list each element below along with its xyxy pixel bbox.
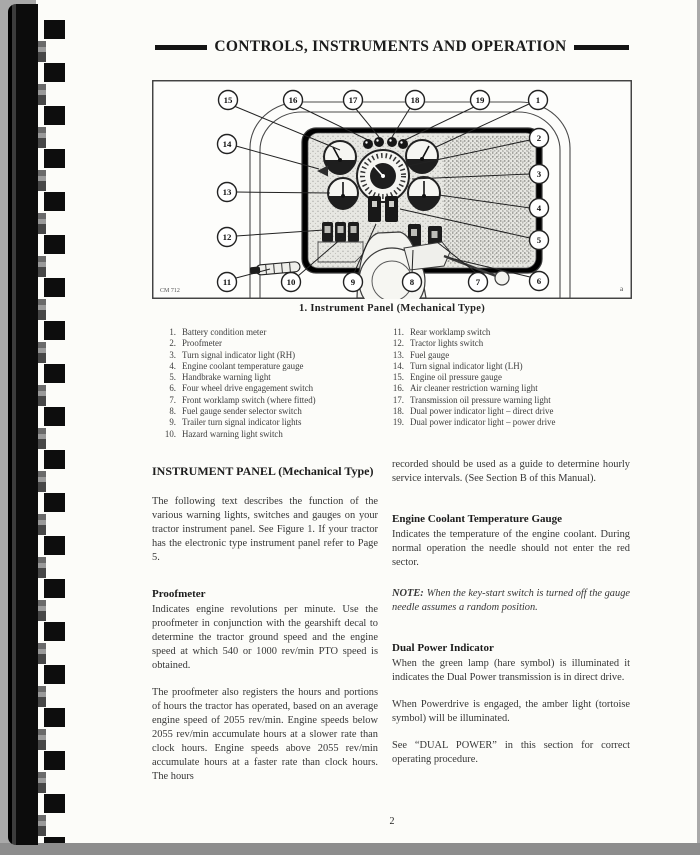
svg-text:10: 10 — [286, 277, 296, 287]
svg-text:16: 16 — [288, 95, 298, 105]
legend-item-number: 17. — [392, 394, 404, 405]
svg-text:19: 19 — [475, 95, 485, 105]
legend-item-label: Turn signal indicator light (RH) — [182, 349, 296, 360]
legend-item — [384, 372, 634, 383]
page-number: 2 — [389, 816, 395, 827]
fuel-gauge — [328, 178, 358, 210]
title-rule-left — [155, 45, 207, 50]
callout-10 — [282, 273, 301, 292]
callout-5 — [530, 231, 549, 250]
legend-item — [384, 406, 634, 417]
paragraph: When Powerdrive is engaged, the amber light (tortoise symbol) will be illuminated. — [392, 699, 630, 724]
legend-item-number: 16. — [392, 383, 404, 394]
legend-item-label: Air cleaner restriction warning light — [410, 383, 538, 394]
svg-text:4: 4 — [536, 203, 542, 213]
legend-item — [384, 327, 634, 338]
heading-proofmeter: Proofmeter — [152, 588, 206, 600]
svg-text:7: 7 — [475, 277, 481, 287]
legend-item-label: Trailer turn signal indicator lights — [182, 417, 302, 428]
legend-item-number: 15. — [392, 372, 404, 383]
legend-item-number: 6. — [169, 383, 176, 394]
legend-item-label: Turn signal indicator light (LH) — [410, 360, 523, 371]
callout-4 — [530, 199, 549, 218]
callout-9 — [344, 273, 363, 292]
legend-item-number: 14. — [392, 360, 404, 371]
legend-item-label: Battery condition meter — [182, 327, 267, 337]
callout-18 — [406, 91, 425, 110]
legend-item-label: Four wheel drive engagement switch — [182, 383, 314, 394]
coolant-temperature-gauge — [408, 177, 440, 211]
svg-text:8: 8 — [409, 277, 415, 287]
callout-13 — [218, 183, 237, 202]
legend-item — [384, 417, 634, 428]
svg-text:14: 14 — [222, 139, 232, 149]
svg-text:15: 15 — [223, 95, 233, 105]
comb-binding-outer-teeth — [44, 20, 65, 843]
legend-item — [156, 383, 382, 394]
legend-item-label: Front worklamp switch (where fitted) — [182, 394, 316, 405]
svg-text:11: 11 — [222, 277, 232, 287]
legend-item-label: Engine oil pressure gauge — [410, 372, 502, 383]
legend-item-number: 8. — [169, 406, 176, 417]
callout-15 — [219, 91, 238, 110]
instrument-panel-diagram — [152, 80, 632, 299]
legend-item — [384, 350, 634, 361]
legend-item-number: 7. — [169, 394, 176, 405]
legend-item-label: Handbrake warning light — [182, 372, 271, 383]
paragraph: Indicates the temperature of the engine coolant. During normal operation the needle should not enter the red sector. — [392, 529, 630, 568]
legend-item-number: 4. — [169, 360, 176, 371]
callout-2 — [530, 129, 549, 148]
legend-item-number: 18. — [392, 406, 404, 417]
svg-text:18: 18 — [410, 95, 420, 105]
legend-item — [384, 338, 634, 349]
title-rule-right — [574, 45, 629, 50]
body-column-right — [392, 458, 630, 780]
page-bottom-edge — [0, 843, 700, 855]
legend-column-left — [156, 327, 382, 440]
legend-item-label: Rear worklamp switch — [410, 327, 491, 337]
legend-item — [156, 327, 382, 338]
proofmeter-gauge — [357, 150, 409, 202]
callout-6 — [530, 272, 549, 291]
legend-item-label: Hazard warning light switch — [182, 428, 283, 439]
legend-column-right — [384, 327, 634, 429]
figure-photo-code: CM 712 — [160, 288, 180, 294]
legend-item-label: Tractor lights switch — [410, 338, 484, 349]
callout-11 — [218, 273, 237, 292]
legend-item-number: 11. — [393, 327, 404, 337]
svg-text:2: 2 — [536, 133, 542, 143]
heading-dual-power: Dual Power Indicator — [392, 642, 494, 654]
legend-item-label: Dual power indicator light – direct drive — [410, 406, 554, 417]
note-label: NOTE: — [392, 588, 424, 599]
legend-item-number: 5. — [169, 372, 176, 383]
heading-instrument-panel: INSTRUMENT PANEL (Mechanical Type) — [152, 464, 374, 478]
callout-16 — [284, 91, 303, 110]
svg-text:12: 12 — [222, 232, 232, 242]
legend-item-number: 10. — [164, 428, 176, 439]
battery-condition-meter — [406, 140, 438, 174]
legend-item-number: 12. — [392, 338, 404, 349]
figure-instrument-panel — [152, 80, 632, 299]
legend-item-label: Engine coolant temperature gauge — [182, 360, 304, 371]
manual-page — [36, 0, 697, 843]
svg-text:1: 1 — [535, 95, 541, 105]
legend-item-number: 1. — [169, 327, 176, 337]
legend-item-number: 13. — [392, 349, 404, 360]
callout-19 — [471, 91, 490, 110]
legend-item-label: Transmission oil pressure warning light — [410, 394, 551, 405]
svg-text:6: 6 — [536, 276, 542, 286]
legend-item — [384, 383, 634, 394]
legend-item — [384, 395, 634, 406]
legend-item — [156, 361, 382, 372]
svg-text:13: 13 — [222, 187, 232, 197]
body-column-left — [152, 464, 378, 797]
callout-17 — [344, 91, 363, 110]
legend-item-label: Fuel gauge sender selector switch — [182, 406, 302, 417]
figure-caption: 1. Instrument Panel (Mechanical Type) — [299, 303, 485, 314]
paragraph: The proofmeter also registers the hours and portions of hours the tractor has operated, based on an average engine speed of 2055 rev/min. Engine speeds below 2055 rev/min accumulate hours at a slower rate than clock hours. Engine speeds above 2055 rev/min accumulate hours at a faster rate than clock hours. The hours — [152, 687, 378, 782]
legend-item-number: 3. — [169, 349, 176, 360]
paragraph: See “DUAL POWER” in this section for correct operating procedure. — [392, 740, 630, 765]
legend-item — [156, 338, 382, 349]
legend-item-label: Dual power indicator light – power drive — [410, 417, 556, 428]
section-header — [152, 38, 632, 56]
legend-item — [156, 417, 382, 428]
paragraph: When the green lamp (hare symbol) is illuminated it indicates the Dual Power transmission is in direct drive. — [392, 658, 630, 683]
legend-item — [156, 395, 382, 406]
callout-8 — [403, 273, 422, 292]
callout-12 — [218, 228, 237, 247]
legend-item-label: Proofmeter — [182, 338, 222, 349]
note-text: When the key-start switch is turned off the gauge needle assumes a random position. — [392, 588, 630, 613]
legend-item-label: Fuel gauge — [410, 349, 450, 360]
legend-item-number: 9. — [169, 417, 176, 428]
svg-text:17: 17 — [348, 95, 358, 105]
svg-text:5: 5 — [536, 235, 542, 245]
callout-14 — [218, 135, 237, 154]
legend-item — [156, 350, 382, 361]
comb-binding-spine — [8, 4, 38, 845]
legend-item-number: 2. — [169, 338, 176, 349]
note-paragraph — [392, 587, 630, 615]
svg-text:9: 9 — [350, 277, 356, 287]
legend-item — [156, 406, 382, 417]
legend-item — [156, 372, 382, 383]
figure-corner-mark: a — [620, 285, 624, 293]
page-title: CONTROLS, INSTRUMENTS AND OPERATION — [214, 38, 567, 55]
callout-1 — [529, 91, 548, 110]
callout-7 — [469, 273, 488, 292]
legend-item — [384, 361, 634, 372]
paragraph: Indicates engine revolutions per minute. Use the proofmeter in conjunction with the gearshift decal to determine the tractor ground speed and the engine speed at which 540 or 1000 rev/min PTO speed is obtained. — [152, 604, 378, 671]
paragraph: The following text describes the function of the various warning lights, switches and gauges on your tractor instrument panel. See Figure 1. If your tractor has the electronic type instrument panel refer to Page 5. — [152, 496, 378, 563]
callout-3 — [530, 165, 549, 184]
legend-item — [156, 429, 382, 440]
paragraph: recorded should be used as a guide to determine hourly service intervals. (See Section B of this Manual). — [392, 459, 630, 484]
svg-text:3: 3 — [536, 169, 542, 179]
heading-coolant-gauge: Engine Coolant Temperature Gauge — [392, 513, 563, 525]
legend-item-number: 19. — [392, 417, 404, 428]
